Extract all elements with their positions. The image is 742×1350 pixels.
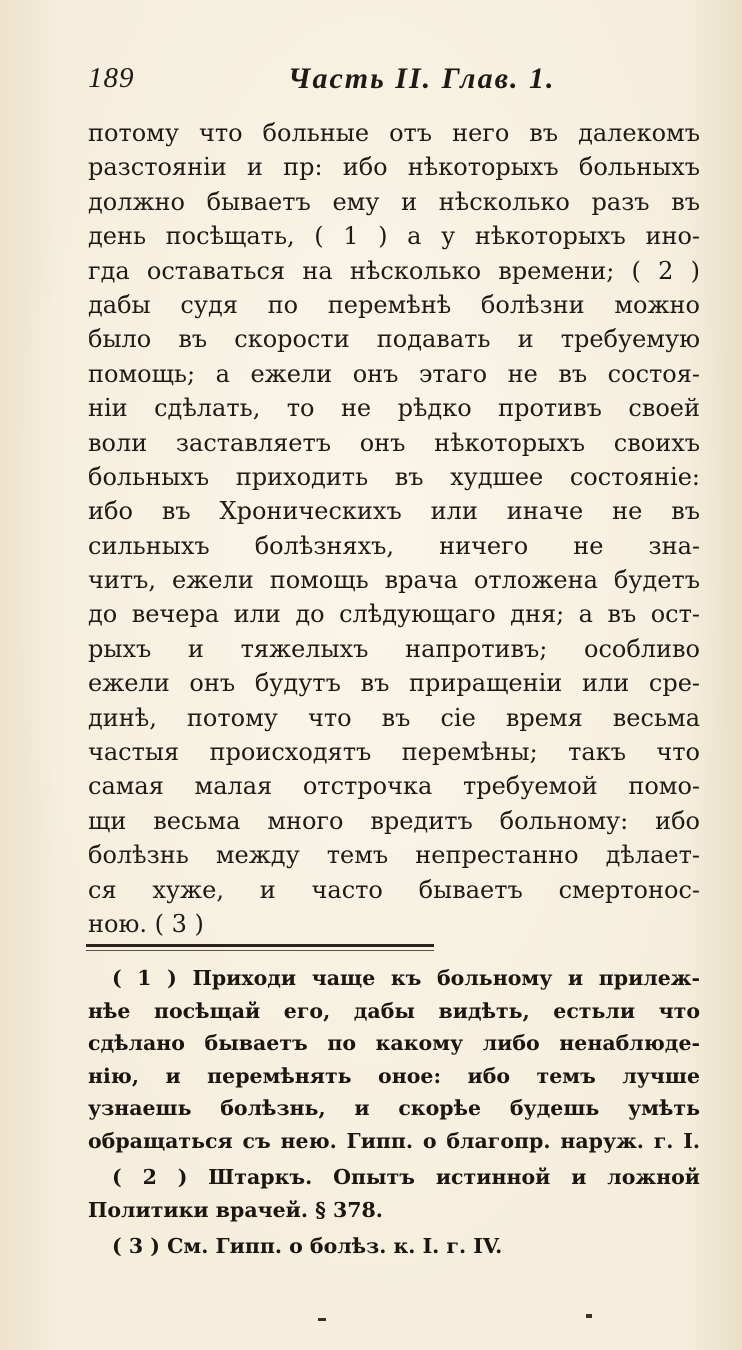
text-line: ибо въ Хроническихъ или иначе не въ <box>88 497 700 526</box>
text-line: помощь; а ежели онъ этаго не въ состоя- <box>88 359 700 388</box>
text-line: разстояніи и пр: ибо нѣкоторыхъ больныхъ <box>88 153 700 182</box>
footnote-line: Политики врачей. § 378. <box>88 1197 383 1222</box>
text-line: воли заставляетъ онъ нѣкоторыхъ своихъ <box>88 428 700 457</box>
print-mark <box>318 1318 326 1321</box>
text-line: динѣ, потому что въ сіе время весьма <box>88 703 700 732</box>
footnote-1 <box>88 962 700 1157</box>
footnote-separator-thin <box>86 950 434 951</box>
text-line: самая малая отстрочка требуемой помо- <box>88 772 700 801</box>
text-line: щи весьма много вредитъ больному: ибо <box>88 806 700 835</box>
text-line: должно бываетъ ему и нѣсколько разъ въ <box>88 187 700 216</box>
text-line: потому что больные отъ него въ далекомъ <box>88 119 700 147</box>
footnote-line: нію, и перемѣнять оное: ибо темъ лучше <box>88 1063 700 1088</box>
text-line: частыя происходятъ перемѣны; такъ что <box>88 738 700 767</box>
text-line: было въ скорости подавать и требуемую <box>88 325 700 354</box>
text-line: сильныхъ болѣзняхъ, ничего не зна- <box>88 531 700 560</box>
text-line: ною. ( 3 ) <box>88 909 204 938</box>
footnote-line: ( 3 ) См. Гипп. о болѣз. к. I. г. IV. <box>112 1234 503 1258</box>
text-line: гда оставаться на нѣсколько времени; ( 2 ) <box>88 256 700 285</box>
footnote-line: ( 1 ) Приходи чаще къ больному и прилеж- <box>112 966 700 990</box>
footnote-line: сдѣлано бываетъ по какому либо ненаблюде- <box>88 1031 700 1055</box>
footnote-line: нѣе посѣщай его, дабы видѣть, естьли что <box>88 998 700 1023</box>
text-line: рыхъ и тяжелыхъ напротивъ; особливо <box>88 634 700 663</box>
footnotes <box>88 962 700 1263</box>
text-line: ежели онъ будутъ въ приращеніи или сре- <box>88 669 700 698</box>
text-line: ся хуже, и часто бываетъ смертонос- <box>88 875 700 904</box>
main-text <box>88 116 700 941</box>
text-line: ніи сдѣлать, то не рѣдко противъ своей <box>88 394 700 423</box>
footnote-separator <box>86 944 434 947</box>
page-header <box>88 62 608 102</box>
text-line: дабы судя по перемѣнѣ болѣзни можно <box>88 290 700 319</box>
page-number: 189 <box>88 62 135 94</box>
text-line: больныхъ приходить въ худшее состояніе: <box>88 462 700 491</box>
footnote-3 <box>88 1230 700 1263</box>
print-mark <box>586 1314 592 1318</box>
footnote-line: ( 2 ) Штаркъ. Опытъ истинной и ложной <box>112 1165 700 1189</box>
footnote-2 <box>88 1161 700 1226</box>
footnote-line: обращаться съ нею. Гипп. о благопр. наруж. г. I. <box>88 1128 700 1153</box>
footnote-line: узнаешь болѣзнь, и скорѣе будешь умѣть <box>88 1096 700 1120</box>
running-head: Часть II. Глав. 1. <box>288 62 556 95</box>
text-line: до вечера или до слѣдующаго дня; а въ ост- <box>88 600 700 629</box>
text-line: болѣзнь между темъ непрестанно дѣлает- <box>88 841 700 870</box>
text-line: день посѣщать, ( 1 ) а у нѣкоторыхъ ино- <box>88 222 700 251</box>
text-line: читъ, ежели помощь врача отложена будетъ <box>88 566 700 595</box>
